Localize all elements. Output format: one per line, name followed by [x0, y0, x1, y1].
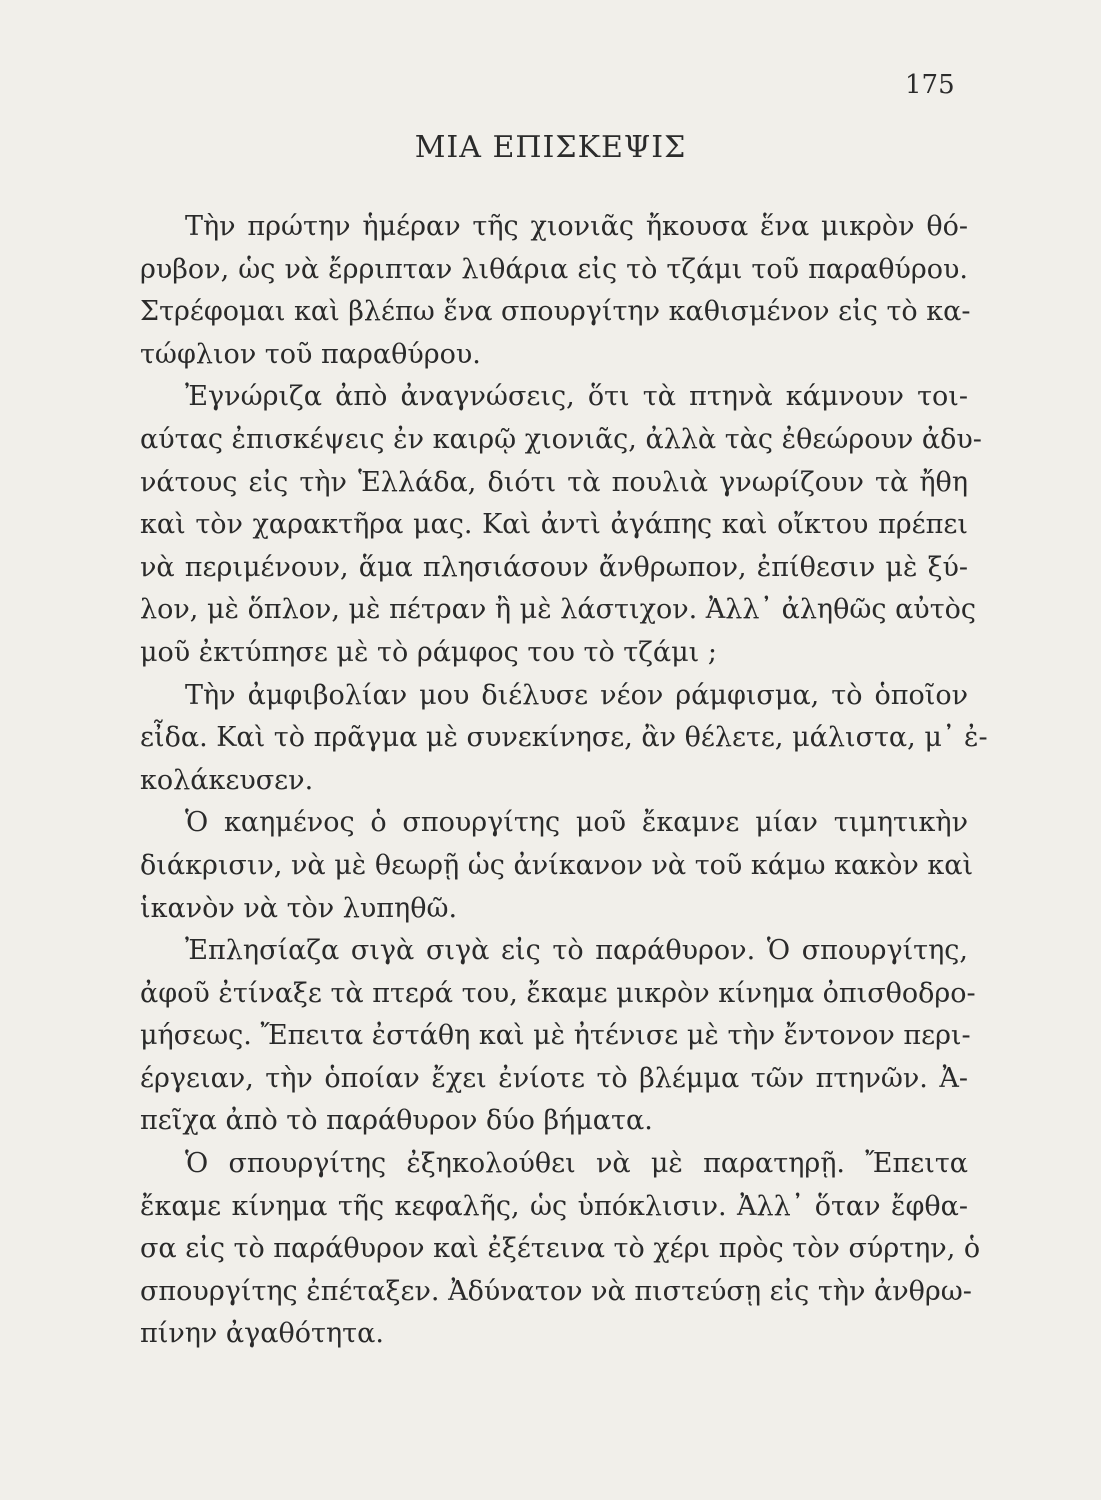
- text-line: νάτους εἰς τὴν Ἑλλάδα, διότι τὰ πουλιὰ γνωρίζουν τὰ ἤθη: [140, 466, 968, 498]
- body-text: [140, 206, 988, 1356]
- text-line: Στρέφομαι καὶ βλέπω ἕνα σπουργίτην καθισμένον εἰς τὸ κα-: [140, 296, 971, 328]
- text-line: διάκρισιν, νὰ μὲ θεωρῇ ὡς ἀνίκανον νὰ τοῦ κάμω κακὸν καὶ: [140, 849, 974, 881]
- text-line: σα εἰς τὸ παράθυρον καὶ ἐξέτεινα τὸ χέρι πρὸς τὸν σύρτην, ὁ: [140, 1233, 981, 1265]
- text-line: καὶ τὸν χαρακτῆρα μας. Καὶ ἀντὶ ἀγάπης καὶ οἴκτου πρέπει: [140, 509, 968, 541]
- text-line: ἔκαμε κίνημα τῆς κεφαλῆς, ὡς ὑπόκλισιν. Ἀλλ᾽ ὅταν ἔφθα-: [140, 1190, 968, 1222]
- text-line: Τὴν ἀμφιβολίαν μου διέλυσε νέον ράμφισμα, τὸ ὁποῖον: [185, 679, 968, 711]
- text-line: μοῦ ἐκτύπησε μὲ τὸ ράμφος του τὸ τζάμι ;: [140, 636, 717, 668]
- text-line: κολάκευσεν.: [140, 764, 314, 796]
- text-line: μήσεως. Ἔπειτα ἐστάθη καὶ μὲ ἠτένισε μὲ τὴν ἔντονον περι-: [140, 1020, 971, 1052]
- chapter-title: ΜΙΑ ΕΠΙΣΚΕΨΙΣ: [414, 130, 687, 165]
- text-line: έργειαν, τὴν ὁποίαν ἔχει ἐνίοτε τὸ βλέμμα τῶν πτηνῶν. Ἀ-: [140, 1062, 968, 1094]
- text-line: Ὁ σπουργίτης ἐξηκολούθει νὰ μὲ παρατηρῇ. Ἔπειτα: [185, 1148, 968, 1180]
- text-line: Ὁ καημένος ὁ σπουργίτης μοῦ ἔκαμνε μίαν τιμητικὴν: [185, 807, 968, 839]
- page-number: 175: [905, 70, 955, 100]
- text-line: λον, μὲ ὅπλον, μὲ πέτραν ἢ μὲ λάστιχον. Ἀλλ᾽ ἀληθῶς αὐτὸς: [140, 594, 977, 626]
- text-line: αύτας ἐπισκέψεις ἐν καιρῷ χιονιᾶς, ἀλλὰ τὰς ἐθεώρουν ἀδυ-: [140, 423, 982, 455]
- text-line: ρυβον, ὡς νὰ ἔρριπταν λιθάρια εἰς τὸ τζάμι τοῦ παραθύρου.: [140, 253, 968, 285]
- text-line: Ἐγνώριζα ἀπὸ ἀναγνώσεις, ὅτι τὰ πτηνὰ κάμνουν τοι-: [185, 381, 968, 413]
- text-line: νὰ περιμένουν, ἅμα πλησιάσουν ἄνθρωπον, ἐπίθεσιν μὲ ξύ-: [140, 551, 968, 583]
- text-line: Ἐπλησίαζα σιγὰ σιγὰ εἰς τὸ παράθυρον. Ὁ σπουργίτης,: [185, 935, 968, 967]
- text-line: ἱκανὸν νὰ τὸν λυπηθῶ.: [140, 892, 458, 924]
- text-line: σπουργίτης ἐπέταξεν. Ἀδύνατον νὰ πιστεύσῃ εἰς τὴν ἀνθρω-: [140, 1275, 972, 1307]
- text-line: πεῖχα ἀπὸ τὸ παράθυρον δύο βήματα.: [140, 1105, 653, 1137]
- text-line: Τὴν πρώτην ἡμέραν τῆς χιονιᾶς ἤκουσα ἕνα μικρὸν θό-: [185, 211, 968, 242]
- text-line: τώφλιον τοῦ παραθύρου.: [140, 338, 481, 370]
- text-line: πίνην ἀγαθότητα.: [140, 1318, 384, 1350]
- text-line: εἶδα. Καὶ τὸ πρᾶγμα μὲ συνεκίνησε, ἂν θέλετε, μάλιστα, μ᾽ ἐ-: [140, 722, 988, 754]
- text-line: ἀφοῦ ἐτίναξε τὰ πτερά του, ἔκαμε μικρὸν κίνημα ὀπισθοδρο-: [140, 977, 976, 1009]
